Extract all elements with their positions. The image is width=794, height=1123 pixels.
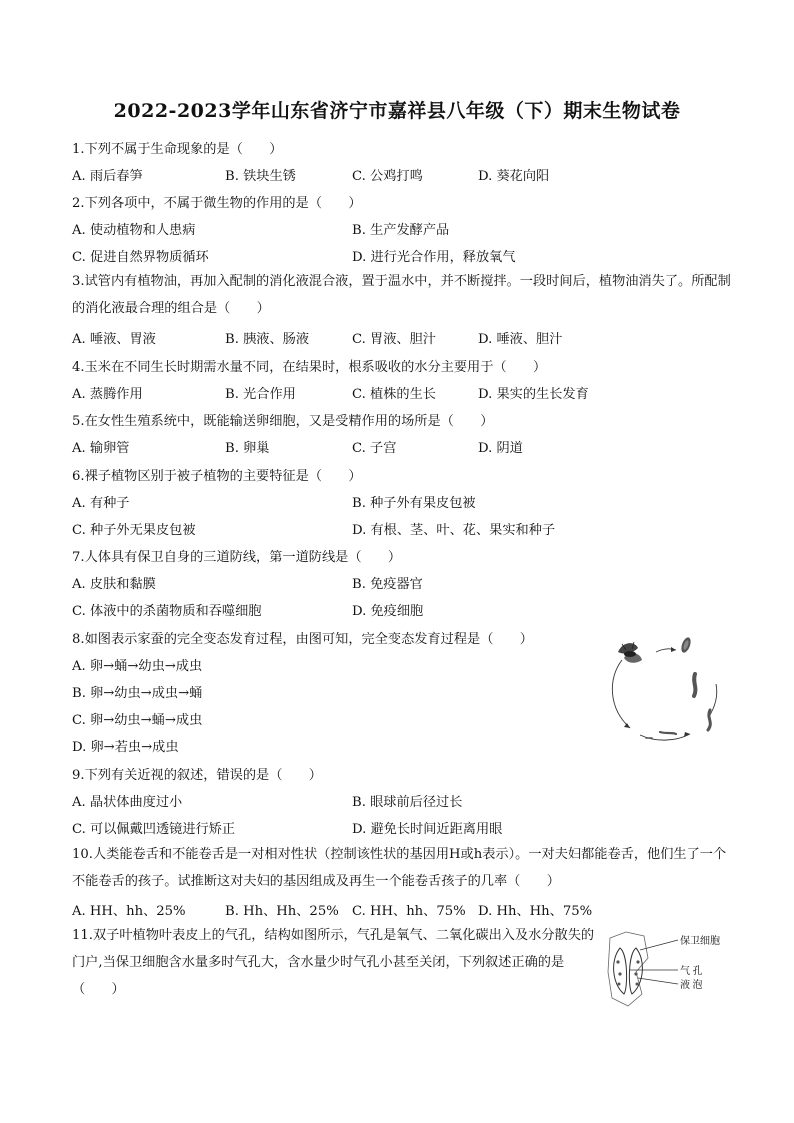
option-d[interactable]: D. Hh、Hh、75% (478, 904, 593, 919)
question-10-stem: 10.人类能卷舌和不能卷舌是一对相对性状（控制该性状的基因用H或h表示）。一对夫妇都能卷舌，他们生了一个不能卷舌的孩子。试推断这对夫妇的基因组成及再生一个能卷舌孩子的几率（ ） (72, 847, 727, 889)
question-3-stem: 3.试管内有植物油，再加入配制的消化液混合液，置于温水中，并不断搅拌。一段时间后，植物油消失了。所配制的消化液最合理的组合是（ ） (72, 274, 731, 316)
option-b[interactable]: B. 光合作用 (225, 387, 296, 402)
question-9-stem: 9.下列有关近视的叙述，错误的是（ ） (72, 768, 322, 783)
page-title: 2022-2023学年山东省济宁市嘉祥县八年级（下）期末生物试卷 (113, 100, 681, 122)
option-a[interactable]: A. 使动植物和人患病 (72, 223, 196, 238)
question-7-stem: 7.人体具有保卫自身的三道防线，第一道防线是（ ） (72, 550, 402, 565)
option-d[interactable]: D. 避免长时间近距离用眼 (352, 822, 503, 837)
option-b[interactable]: B. 种子外有果皮包被 (352, 496, 476, 511)
option-b[interactable]: B. 生产发酵产品 (352, 223, 450, 238)
option-c[interactable]: C. 可以佩戴凹透镜进行矫正 (72, 822, 236, 837)
cocoon-icon (680, 636, 693, 654)
option-c[interactable]: C. 体液中的杀菌物质和吞噬细胞 (72, 604, 262, 619)
option-a[interactable]: A. HH、hh、25% (72, 904, 186, 919)
option-a[interactable]: A. 唾液、胃液 (72, 332, 156, 347)
option-a[interactable]: A. 晶状体曲度过小 (72, 795, 183, 810)
option-c[interactable]: C. 种子外无果皮包被 (72, 523, 196, 538)
option-d[interactable]: D. 有根、茎、叶、花、果实和种子 (352, 523, 556, 538)
vacuole-label: 液 泡 (680, 980, 703, 991)
silkworm-lifecycle-figure (600, 630, 730, 745)
option-b[interactable]: B. 免疫器官 (352, 577, 423, 592)
option-a[interactable]: A. 有种子 (72, 496, 130, 511)
option-d[interactable]: D. 进行光合作用，释放氧气 (352, 250, 516, 265)
option-b[interactable]: B. 卵巢 (225, 441, 270, 456)
question-5-stem: 5.在女性生殖系统中，既能输送卵细胞，又是受精作用的场所是（ ） (72, 414, 494, 429)
option-b[interactable]: B. 铁块生锈 (225, 169, 296, 184)
option-c[interactable]: C. 促进自然界物质循环 (72, 250, 209, 265)
option-c[interactable]: C. 植株的生长 (352, 387, 436, 402)
question-4-stem: 4.玉米在不同生长时期需水量不同，在结果时，根系吸收的水分主要用于（ ） (72, 360, 547, 375)
guard-cells (614, 948, 643, 994)
option-d[interactable]: D. 果实的生长发育 (478, 387, 589, 402)
option-d[interactable]: D. 阴道 (478, 441, 523, 456)
option-d[interactable]: D. 葵花向阳 (478, 169, 550, 184)
larva-icon (646, 674, 710, 738)
question-6-stem: 6.裸子植物区别于被子植物的主要特征是（ ） (72, 469, 362, 484)
question-2-stem: 2.下列各项中，不属于微生物的作用的是（ ） (72, 196, 362, 211)
option-c[interactable]: C. 胃液、胆汁 (352, 332, 436, 347)
option-a[interactable]: A. 蒸腾作用 (72, 387, 143, 402)
option-a[interactable]: A. 皮肤和黏膜 (72, 577, 156, 592)
option-d[interactable]: D. 唾液、胆汁 (478, 332, 563, 347)
option-d[interactable]: D. 免疫细胞 (352, 604, 424, 619)
question-11-stem: 11.双子叶植物叶表皮上的气孔，结构如图所示，气孔是氧气、二氧化碳出入及水分散失的门户,当保卫细胞含水量多时气孔大，含水量少时气孔小甚至关闭，下列叙述正确的是（ ） (72, 928, 595, 997)
question-8-stem: 8.如图表示家蚕的完全变态发育过程，由图可知，完全变态发育过程是（ ） (72, 632, 533, 647)
option-c[interactable]: C. HH、hh、75% (352, 904, 466, 919)
option-c[interactable]: C. 公鸡打鸣 (352, 169, 423, 184)
option-b[interactable]: B. 卵→幼虫→成虫→蛹 (72, 686, 203, 701)
question-1-stem: 1.下列不属于生命现象的是（ ） (72, 142, 283, 157)
option-a[interactable]: A. 输卵管 (72, 441, 130, 456)
option-b[interactable]: B. 眼球前后径过长 (352, 795, 463, 810)
guard-cell-label: 保卫细胞 (680, 936, 720, 947)
option-b[interactable]: B. 胰液、肠液 (225, 332, 310, 347)
stoma-label: 气 孔 (680, 966, 703, 977)
option-a[interactable]: A. 雨后春笋 (72, 169, 143, 184)
option-c[interactable]: C. 卵→幼虫→蛹→成虫 (72, 713, 203, 728)
option-b[interactable]: B. Hh、Hh、25% (225, 904, 339, 919)
stoma-figure (606, 928, 730, 1010)
moth-icon (618, 642, 642, 663)
chloroplast-dots (616, 960, 639, 985)
option-a[interactable]: A. 卵→蛹→幼虫→成虫 (72, 659, 203, 674)
option-d[interactable]: D. 卵→若虫→成虫 (72, 740, 179, 755)
option-c[interactable]: C. 子宫 (352, 441, 397, 456)
